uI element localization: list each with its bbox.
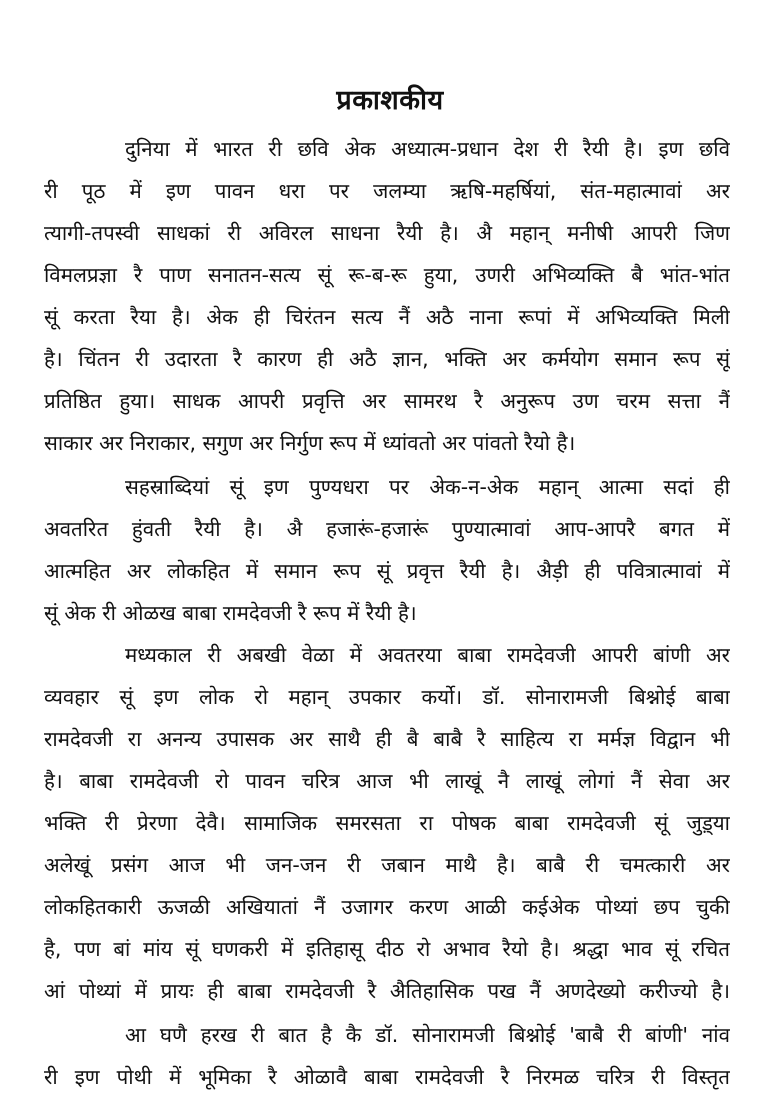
text-line: आ घणै हरख री बात है कै डॉ. सोनारामजी बिश्नोई 'बाबै री बांणी' नांव: [125, 1023, 730, 1047]
text-line: व्यवहार सूं इण लोक रो महान् उपकार कर्यो। डॉ. सोनारामजी बिश्नोई बाबा: [44, 685, 730, 709]
text-line: प्रतिष्ठित हुया। साधक आपरी प्रवृत्ति अर सामरथ रै अनुरूप उण चरम सत्ता नैं: [44, 389, 730, 413]
text-line: री इण पोथी में भूमिका रै ओळावै बाबा रामदेवजी रै निरमळ चरित्र री विस्तृत: [44, 1065, 730, 1089]
page-title: प्रकाशकीय: [336, 85, 444, 116]
text-line: दुनिया में भारत री छवि अेक अध्यात्म-प्रधान देश री रैयी है। इण छवि: [125, 137, 730, 161]
text-line: विमलप्रज्ञा रै पाण सनातन-सत्य सूं रू-ब-रू हुया, उणरी अभिव्यक्ति बै भांत-भांत: [44, 263, 730, 287]
text-line: सहस्राब्दियां सूं इण पुण्यधरा पर अेक-न-अेक महान् आत्मा सदां ही: [125, 475, 730, 499]
text-line: आं पोथ्यां में प्रायः ही बाबा रामदेवजी रै अैतिहासिक पख नैं अणदेख्यो करीज्यो है।: [44, 979, 730, 1003]
text-line: है, पण बां मांय सूं घणकरी में इतिहासू दीठ रो अभाव रैयो है। श्रद्धा भाव सूं रचित: [44, 937, 730, 961]
text-line: लोकहितकारी ऊजळी अखियातां नैं उजागर करण आळी कईअेक पोथ्यां छप चुकी: [44, 895, 730, 919]
text-line: है। बाबा रामदेवजी रो पावन चरित्र आज भी लाखूं नै लाखूं लोगां नैं सेवा अर: [44, 769, 730, 793]
text-line: भक्ति री प्रेरणा देवै। सामाजिक समरसता रा पोषक बाबा रामदेवजी सूं जुड़्या: [44, 811, 730, 835]
text-line: त्यागी-तपस्वी साधकां री अविरल साधना रैयी है। अै महान् मनीषी आपरी जिण: [44, 221, 730, 245]
text-line: साकार अर निराकार, सगुण अर निर्गुण रूप में ध्यांवतो अर पांवतो रैयो है।: [44, 431, 576, 455]
text-line: अलेखूं प्रसंग आज भी जन-जन री जबान माथै है। बाबै री चमत्कारी अर: [44, 853, 730, 877]
text-line: सूं अेक री ओळख बाबा रामदेवजी रै रूप में रैयी है।: [44, 601, 417, 625]
text-line: री पूठ में इण पावन धरा पर जलम्या ऋषि-महर्षियां, संत-महात्मावां अर: [44, 179, 730, 203]
text-line: सूं करता रैया है। अेक ही चिरंतन सत्य नैं अठै नाना रूपां में अभिव्यक्ति मिली: [44, 305, 730, 329]
text-line: अवतरित हुंवती रैयी है। अै हजारूं-हजारूं पुण्यात्मावां आप-आपरै बगत में: [44, 517, 730, 541]
text-line: है। चिंतन री उदारता रै कारण ही अठै ज्ञान, भक्ति अर कर्मयोग समान रूप सूं: [44, 347, 730, 371]
text-line: आत्महित अर लोकहित में समान रूप सूं प्रवृत्त रैयी है। अैड़ी ही पवित्रात्मावां में: [44, 559, 730, 583]
text-line: मध्यकाल री अबखी वेळा में अवतरया बाबा रामदेवजी आपरी बांणी अर: [125, 643, 730, 667]
text-line: रामदेवजी रा अनन्य उपासक अर साथै ही बै बाबै रै साहित्य रा मर्मज्ञ विद्वान भी: [44, 727, 730, 751]
